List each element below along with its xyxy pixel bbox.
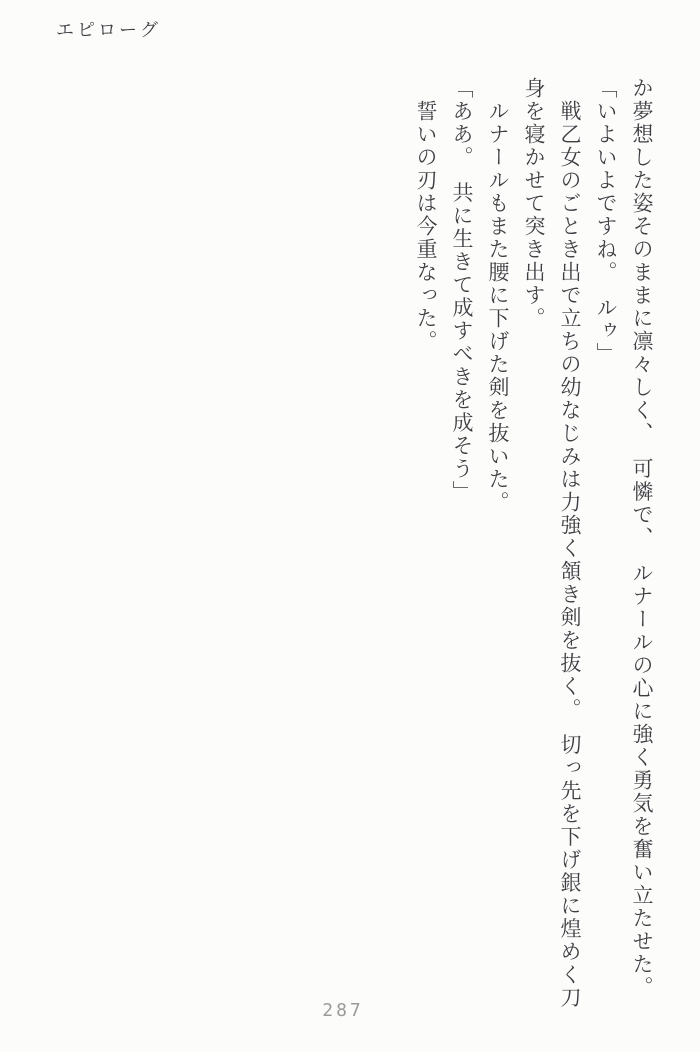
- text-line-2: 「いよいよですね。 ルゥ」: [594, 77, 618, 366]
- text-line-4: 身を寝かせて突き出す。: [522, 77, 546, 330]
- chapter-header: エピローグ: [56, 20, 161, 41]
- text-line-3: 戦乙女のごとき出で立ちの幼なじみは力強く頷き剣を抜く。 切っ先を下げ銀に煌めく刀: [558, 77, 582, 1010]
- text-line-5: ルナールもまた腰に下げた剣を抜いた。: [486, 77, 510, 514]
- vertical-text-block: [408, 77, 660, 1052]
- text-line-6: 「ああ。 共に生きて成すべきを成そう」: [450, 77, 474, 504]
- text-line-7: 誓いの刃は今重なった。: [414, 77, 438, 353]
- page-number: 287: [322, 1000, 364, 1021]
- text-line-1: か夢想した姿そのままに凛々しく、 可憐で、 ルナールの心に強く勇気を奮い立たせた。: [630, 77, 654, 999]
